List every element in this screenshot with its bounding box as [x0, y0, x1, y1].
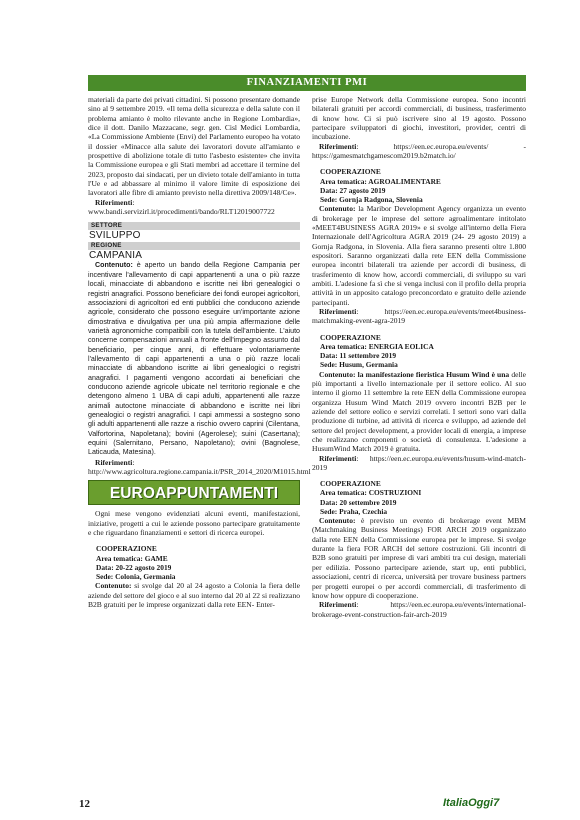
section-banner: FINANZIAMENTI PMI [88, 75, 526, 91]
settore-label: SETTORE [88, 222, 300, 230]
publication-logo: ItaliaOggi7 [443, 797, 500, 809]
settore-value: SVILUPPO [89, 230, 141, 242]
riferimenti-eolica [312, 454, 526, 473]
coop-game-continued: prise Europe Network della Commissione europea. Sono incontri bilaterali gratuiti per accordi commerciali, di business, trasferimento di know how. Ci si può iscrivere sino al 19 agosto. Possono partecipare sviluppatori di giochi, investitori, provider, centri di incubazione. [312, 95, 526, 142]
coop-venue: Sede: Colonia, Germania [96, 572, 176, 582]
euroappuntamenti-banner: EUROAPPUNTAMENTI [88, 480, 300, 505]
coop-agro-header [312, 167, 526, 204]
coop-eolica-header [312, 333, 526, 370]
coop-date: Data: 11 settembre 2019 [320, 351, 397, 361]
coop-title: COOPERAZIONE [320, 167, 381, 177]
contenuto-text: è aperto un bando della Regione Campania per incentivare l'allevamento di capi appartenenti a una o più razze locali, minacciate di abbandono e iscritte nei libri genealogici o registri anagrafici. Possono beneficiare dei fondi europei agricoltori, associazioni di agricoltori ed enti pubblici che conducono aziende agricole, considerato che possono eseguire un'importante azione dimostrativa e divulgativa per una più ampia affermazione delle varietà agronomiche compatibili con la tutela dell'ambiente. L'aiuto concerne compensazioni annuali a fronte dell'impegno assunto dal beneficiario, per cinque anni, di effettuare volontariamente l'allevamento di capi appartenenti a una o più razze locali minacciate di abbandono iscritte ai libri genealogici o registri anagrafici. I pagamenti vengono accordati ai beneficiari che conducono aziende agricole ubicate nel territorio regionale e che detengono almeno 1 UBA di capi adulti, appartenenti alle razze animali autoctone minacciate di abbandono e iscritte nei libri genealogici o registri anagrafici. I capi ammessi a sostegno sono gli adulti appartenenti alle razze a rischio ovvero caprini (Cilentana, Valfortorina, Napoletana); bovini (Agerolese); suini (Casertana); equini (Salernitano, Persano, Napoletano); ovini (Bagnolese, Laticauda, Matesina). [88, 261, 300, 457]
coop-date: Data: 20-22 agosto 2019 [96, 562, 172, 572]
right-column [312, 95, 526, 619]
coop-venue: Sede: Gornja Radgona, Slovenia [320, 195, 423, 205]
riferimenti-1 [88, 198, 300, 217]
coop-area: Area tematica: AGROALIMENTARE [320, 176, 441, 186]
contenuto-text: è previsto un evento di brokerage event MBM (Matchmaking Business Meetings) FOR ARCH 2019 organizzato dalla rete EEN della Commissione europea per le imprese. Si svolge durante la fiera FOR ARCH del settore costruzioni. Gli incontri di B2B sono gratuiti per imprese di vari ambiti tra cui design, materiali per edilizia. Possono partecipare aziende, start up, enti pubblici, associazioni, centri di ricerca, università per trovare business partners per progetti europei o per accordi commerciali, di trasferimento di know how oppure di cooperazione. [312, 516, 526, 600]
riferimenti-agro [312, 307, 526, 326]
coop-game-header [88, 544, 300, 581]
coop-eolica-content [312, 370, 526, 454]
regione-value: CAMPANIA [89, 250, 143, 262]
coop-venue: Sede: Husum, Germania [320, 360, 398, 370]
ref-label: Riferimenti [319, 307, 357, 316]
ref-label: Riferimenti [319, 141, 357, 151]
euro-intro: Ogni mese vengono evidenziati alcuni eventi, manifestazioni, iniziative, progetti a cui le aziende possono partecipare gratuitamente e che riguardano finanziamenti e settori di ricerca europei. [88, 509, 300, 538]
intro-paragraph: materiali da parte dei privati cittadini. Si possono presentare domande sino al 9 settembre 2019. «Il tema della sicurezza e della salute con il problema amianto è molto rilevante anche in Regione Lombardia», dice il dott. Danilo Mazzacane, segr. gen. Cisl Medici Lombardia, «La Commissione Ambiente (Envi) del Parlamento europeo ha votato il dossier «Minacce alla salute dei lavoratori dovute all'amianto e prospettive di abolizione totale di tutto l'asbesto esistente» che invita la Commissione europea e gli Stati membri ad accettare il termine del 2023, proposto dai sindacati, per un divieto totale dell'amianto in tutta l'Ue e ad abbassare al minimo il valore limite di esposizione dei lavoratori alle fibre di amianto previsto nella direttiva 2009/148/Ce». [88, 95, 300, 198]
coop-costruzioni-content [312, 516, 526, 600]
ref-link[interactable]: : https://een.ec.europa.eu/events/meet4business-matchmaking-event-agra-2019 [312, 307, 526, 326]
coop-area: Area tematica: GAME [96, 553, 168, 563]
riferimenti-costruzioni [312, 600, 526, 619]
coop-game-content [88, 581, 300, 609]
ref-label: Riferimenti [319, 453, 357, 463]
contenuto-label: Contenuto: [319, 516, 356, 526]
contenuto-campania [88, 261, 300, 457]
ref-link[interactable]: : https://een.ec.europa.eu/events/ -https://gamesmatchgamescom2019.b2match.io/ [312, 141, 526, 161]
ref-label: Riferimenti [319, 600, 357, 610]
ref-label: Riferimenti [95, 457, 133, 467]
contenuto-text: la Maribor Development Agency organizza un evento di brokerage per le imprese del settore agroalimentare intitolato «MEET4BUSINESS AGRA 2019» e si svolge all'interno della Fiera Internazionale dell'Agricoltura AGRA 2019 (24- 29 agosto 2019) a Gornja Radgona, in Slovenia. Alla fiera saranno presenti oltre 1.800 espositori. Saranno organizzati dalla rete EEN della Commissione europea incontri bilaterali tra aziende per accordi di business, di trasferimento di know how, accordi commerciali, di sviluppo su vari ambiti. L'adesione fa sì che si venga inclusi con il profilo della propria attività in un apposito catalogo preconcordato e gratuito delle aziende partecipanti. [312, 204, 526, 307]
contenuto-text: delle più importanti a livello internazionale per il settore eolico. Al suo interno il giorno 11 settembre la rete EEN della Commissione europea organizza Husum Wind Match 2019 ovvero incontri B2B per le aziende del settore eolico e servizi correlati. I settori sono vari dalla produzione di turbine, ad attività di ricerca e sviluppo, ad aziende del settore del project development, a provider locali di energia, a imprese che realizzano componenti o società di consulenza. L'adesione a HusumWind Match 2019 è gratuita. [312, 369, 527, 454]
coop-date: Data: 20 settembre 2019 [320, 497, 397, 507]
riferimenti-game [312, 142, 526, 161]
contenuto-label: Contenuto: [95, 261, 133, 270]
contenuto-label: Contenuto: la manifestazione fieristica Husum Wind è una [319, 369, 510, 379]
page-number: 12 [79, 798, 90, 810]
contenuto-text: si svolge dal 20 al 24 agosto a Colonia la fiera delle aziende del settore del gioco e al suo interno dal 20 al 22 si realizzano B2B gratuiti per le imprese organizzati dalla rete EEN- Enter- [88, 581, 300, 609]
ref-link[interactable]: : https://een.ec.europa.eu/events/husum-wind-match-2019 [312, 453, 526, 472]
contenuto-label: Contenuto: [95, 581, 132, 591]
coop-title: COOPERAZIONE [96, 544, 157, 554]
ref-link[interactable]: : http://www.agricoltura.regione.campania.it/PSR_2014_2020/M1015.html [88, 457, 311, 477]
ref-link[interactable]: : https://een.ec.europa.eu/events/international-brokerage-event-construction-fair-arch-2019 [312, 600, 526, 619]
campania-block [88, 261, 300, 457]
coop-venue: Sede: Praha, Czechia [320, 506, 388, 516]
coop-agro-content [312, 204, 526, 307]
ref-label: Riferimenti [95, 197, 133, 207]
coop-title: COOPERAZIONE [320, 479, 381, 489]
ref-link[interactable]: : www.bandi.servizirl.it/procedimenti/bando/RLT12019007722 [88, 197, 275, 217]
coop-title: COOPERAZIONE [320, 332, 381, 342]
coop-area: Area tematica: COSTRUZIONI [320, 488, 422, 498]
coop-area: Area tematica: ENERGIA EOLICA [320, 341, 434, 351]
regione-label: REGIONE [88, 242, 300, 250]
coop-date: Data: 27 agosto 2019 [320, 185, 386, 195]
contenuto-label: Contenuto: [319, 204, 356, 214]
left-column [88, 95, 311, 609]
riferimenti-2 [88, 457, 311, 477]
coop-costruzioni-header [312, 479, 526, 516]
